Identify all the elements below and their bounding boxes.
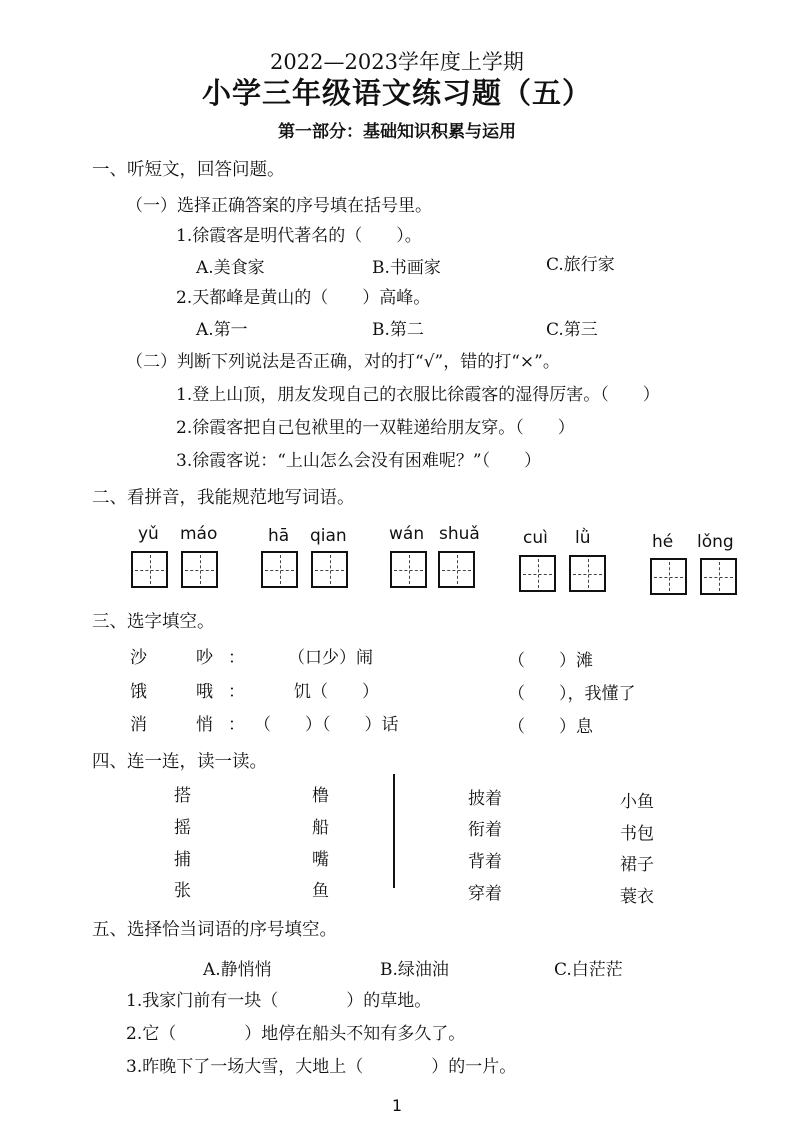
word-option-b: B.绿油油 xyxy=(380,960,449,980)
match-left-1: 摇 xyxy=(174,818,191,838)
word-option-c: C.白茫茫 xyxy=(554,960,623,980)
word-option-a: A.静悄悄 xyxy=(203,960,272,980)
match-left-1: 捕 xyxy=(174,850,191,870)
pinyin-5: wán xyxy=(389,524,425,544)
judge-item-2: 2.徐霞客把自己包袱里的一双鞋递给朋友穿。（ ） xyxy=(176,418,575,438)
writing-box[interactable] xyxy=(261,551,298,588)
pinyin-9: hé xyxy=(652,532,674,552)
judge-item-3: 3.徐霞客说：“上山怎么会没有困难呢？”（ ） xyxy=(176,451,542,471)
option-1-1-c: C.旅行家 xyxy=(546,255,615,275)
match-right-2: 书包 xyxy=(620,824,654,844)
fill-blank: （ ）（ ）话 xyxy=(254,715,399,735)
option-1-2-c: C.第三 xyxy=(546,320,598,340)
pinyin-8: lǜ xyxy=(575,528,591,548)
char-option: 消 xyxy=(130,715,147,735)
writing-box[interactable] xyxy=(650,558,687,595)
fill-blank: 饥（ ） xyxy=(294,682,379,702)
pinyin-10: lǒng xyxy=(697,532,734,552)
colon: ： xyxy=(228,715,245,735)
writing-box[interactable] xyxy=(438,551,475,588)
option-1-1-b: B.书画家 xyxy=(372,258,441,278)
section1-sub2-heading: （二）判断下列说法是否正确，对的打“√”，错的打“×”。 xyxy=(126,352,560,372)
match-left-2: 鱼 xyxy=(312,881,329,901)
question-1-2: 2.天都峰是黄山的（ ）高峰。 xyxy=(176,288,431,308)
fill-item-2: 2.它（ ）地停在船头不知有多久了。 xyxy=(126,1024,466,1044)
section5-heading: 五、选择恰当词语的序号填空。 xyxy=(92,920,337,940)
pinyin-2: máo xyxy=(180,524,218,544)
page-number: 1 xyxy=(391,1096,403,1115)
colon: ： xyxy=(228,682,245,702)
option-1-1-a: A.美食家 xyxy=(196,258,265,278)
option-1-2-b: B.第二 xyxy=(372,320,424,340)
writing-box[interactable] xyxy=(519,555,556,592)
divider-line xyxy=(393,774,395,888)
writing-box[interactable] xyxy=(700,558,737,595)
match-left-1: 张 xyxy=(174,881,191,901)
writing-box[interactable] xyxy=(311,551,348,588)
page-title: 小学三年级语文练习题（五） xyxy=(201,76,592,110)
fill-blank: （ ）息 xyxy=(508,717,593,737)
match-right-1: 披着 xyxy=(468,789,502,809)
match-right-2: 蓑衣 xyxy=(620,887,654,907)
section1-heading: 一、听短文，回答问题。 xyxy=(92,160,285,180)
section2-heading: 二、看拼音，我能规范地写词语。 xyxy=(92,488,355,508)
match-left-2: 橹 xyxy=(312,786,329,806)
pinyin-3: hā xyxy=(268,526,290,546)
writing-box[interactable] xyxy=(390,551,427,588)
match-right-2: 小鱼 xyxy=(620,792,654,812)
pinyin-4: qian xyxy=(310,526,347,546)
judge-item-1: 1.登上山顶，朋友发现自己的衣服比徐霞客的湿得厉害。（ ） xyxy=(176,385,660,405)
match-left-2: 嘴 xyxy=(312,850,329,870)
option-1-2-a: A.第一 xyxy=(196,320,248,340)
match-right-1: 穿着 xyxy=(468,884,502,904)
pinyin-7: cuì xyxy=(523,528,548,548)
match-left-1: 搭 xyxy=(174,786,191,806)
writing-box[interactable] xyxy=(569,555,606,592)
writing-box[interactable] xyxy=(131,551,168,588)
fill-item-1: 1.我家门前有一块（ ）的草地。 xyxy=(126,991,432,1011)
match-right-2: 裙子 xyxy=(620,855,654,875)
section3-heading: 三、选字填空。 xyxy=(92,612,215,632)
fill-item-3: 3.昨晚下了一场大雪，大地上（ ）的一片。 xyxy=(126,1057,517,1077)
colon: ： xyxy=(228,648,245,668)
match-right-1: 衔着 xyxy=(468,820,502,840)
part-heading: 第一部分：基础知识积累与运用 xyxy=(278,122,516,142)
fill-blank: （口少）闹 xyxy=(288,648,373,668)
question-1-1: 1.徐霞客是明代著名的（ ）。 xyxy=(176,226,422,246)
fill-blank: （ ）滩 xyxy=(508,651,593,671)
char-option: 悄 xyxy=(196,715,213,735)
char-option: 哦 xyxy=(196,682,213,702)
section1-sub1-heading: （一）选择正确答案的序号填在括号里。 xyxy=(126,196,432,216)
fill-blank: （ ），我懂了 xyxy=(508,684,636,704)
writing-box[interactable] xyxy=(181,551,218,588)
char-option: 吵 xyxy=(196,648,213,668)
section4-heading: 四、连一连，读一读。 xyxy=(92,752,267,772)
year-line: 2022—2023学年度上学期 xyxy=(270,50,524,74)
match-left-2: 船 xyxy=(312,818,329,838)
match-right-1: 背着 xyxy=(468,852,502,872)
pinyin-6: shuǎ xyxy=(439,524,480,544)
pinyin-1: yǔ xyxy=(138,524,159,544)
char-option: 饿 xyxy=(130,682,147,702)
char-option: 沙 xyxy=(130,648,147,668)
